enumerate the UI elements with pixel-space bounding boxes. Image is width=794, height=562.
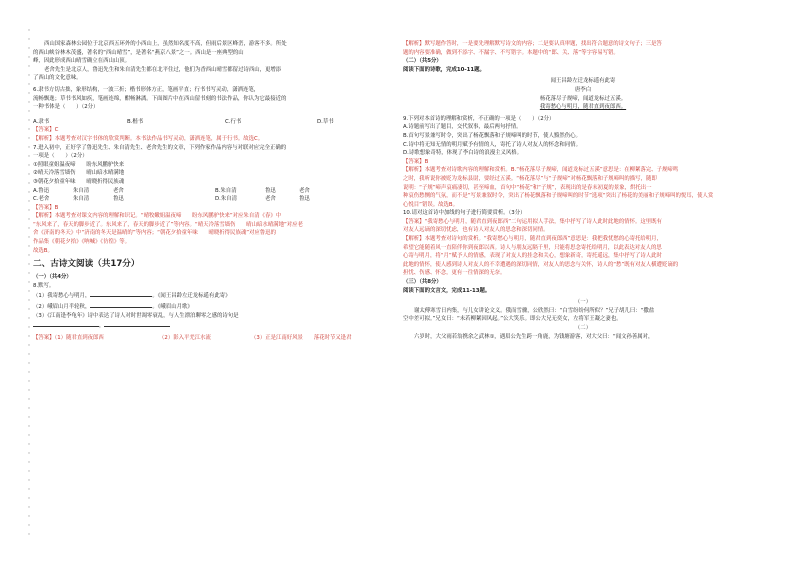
margin-dot xyxy=(28,335,29,336)
option-item: 鲁迅 xyxy=(113,196,124,203)
margin-dot xyxy=(28,398,29,399)
couplet-line: ③朝花夕拾童年味 晴晓折得民族魂 xyxy=(33,178,125,185)
answer-blank[interactable] xyxy=(104,320,170,327)
analysis-text: 种哀伤愁恻的气氛，而不是“写景兼叙时令，突出了杨花飘落和子规啼叫的时节”选项“突出了杨花的美丽和子规啼叫的悦耳，使人赏 xyxy=(403,193,714,200)
margin-dot xyxy=(28,254,29,255)
underlined-verse: 我寄愁心与明月，随君直到夜郎西。 xyxy=(539,104,627,111)
margin-dot xyxy=(28,515,29,516)
analysis-text: 题的内容要准确，做到不添字、不漏字、不写错字。本题中的“郎、关、落”等字容易写错。 xyxy=(403,49,619,56)
margin-dot xyxy=(28,218,29,219)
answer-text: （2）影入平羌江水流 xyxy=(159,334,211,341)
analysis-text: 【解析】默写题作答时，一是要先理解默写诗文的内容；二是要认真审题，找出符合题意的诗文句子；三是答 xyxy=(403,41,662,47)
margin-dot xyxy=(28,29,29,30)
margin-dot xyxy=(28,380,29,381)
analysis-text: “东风来了，春天的脚步近了。东风来了，春天的脚步近了”等内容。“晴天冷落雪墙伤 晴山暗水晴满地”对应老 xyxy=(33,221,303,228)
analysis-text: 心悦目”错误。故选B。 xyxy=(403,201,459,208)
passage-line: 老舍先生是北京人，鲁迅先生和朱自清先生都在北平住过，他们为香西山晴雪都留过诗西山，更增添 xyxy=(44,66,282,73)
section-2-heading: 二、古诗文阅读（共17分） xyxy=(33,259,140,270)
part-label: （三）（共8分） xyxy=(403,279,442,286)
answer-text: 【答案】“我寄愁心与明月，随君直到夜郎西”二句运用拟人手法，集中抒写了诗人此时此地的情怀。这里既有 xyxy=(403,218,662,225)
question-8 xyxy=(33,282,385,343)
option-d[interactable]: D.朱自清 xyxy=(215,196,238,203)
margin-dot xyxy=(28,137,29,138)
question-text: 流畅飘逸；草书书风如疾，笔画连绵，酣畅淋漓。下面图片中在西山留书刻的书法作品，你认为它最接近的 xyxy=(33,95,287,102)
dictation-separator: ， xyxy=(99,323,105,330)
analysis-text: 担忧、伤感、怀念，更有一往情深的无奈。 xyxy=(403,270,506,277)
option-c[interactable]: C.行书 xyxy=(225,118,242,125)
margin-dot xyxy=(28,416,29,417)
margin-dot xyxy=(28,344,29,345)
prose-line: 六岁时，大父雨若翁携余之武林①，遇眉公先生跨一角鹿，为钱塘游客，对大父曰：“闻文孙善属对， xyxy=(414,333,654,340)
option-d[interactable]: D.草书 xyxy=(317,118,334,125)
option-b[interactable]: B.首句写景兼写时令，突出了杨花飘落和子规啼叫的时节，使人黯然伤心。 xyxy=(403,132,581,139)
margin-dot xyxy=(28,101,29,102)
margin-dot xyxy=(28,56,29,57)
option-item: 老舍 xyxy=(265,196,276,203)
couplet-line: ②晴天冷落雪墙伤 晴山暗水晴满地 xyxy=(33,170,125,177)
question-6-options xyxy=(33,118,385,127)
option-item: 鲁迅 xyxy=(299,196,310,203)
answer-label: 【答案】C xyxy=(33,127,59,134)
margin-dot xyxy=(28,470,29,471)
margin-dot xyxy=(28,362,29,363)
dictation-prompt: （1）我寄愁心与明月， xyxy=(33,293,91,300)
question-text: 一项是（ ）（2分） xyxy=(33,153,88,160)
margin-dot xyxy=(28,110,29,111)
couplet-line: ①照眼童姐温夜啼 盼东风鹏驴快来 xyxy=(33,161,125,168)
question-8-answer xyxy=(33,334,385,343)
margin-dot xyxy=(28,92,29,93)
margin-dot xyxy=(28,371,29,372)
margin-dot xyxy=(28,524,29,525)
margin-dot xyxy=(28,146,29,147)
margin-dot xyxy=(28,128,29,129)
margin-dot xyxy=(28,461,29,462)
option-a[interactable]: A.隶书 xyxy=(33,118,50,125)
margin-dot xyxy=(28,389,29,390)
analysis-text: 【解析】本题考查对诗句的赏析。“我寄愁心与明月，随君直到夜郎西”意思是：我把我忧愁的心寄托给明月， xyxy=(403,236,662,243)
margin-dot xyxy=(28,407,29,408)
poem xyxy=(403,77,763,111)
dictation-item xyxy=(33,290,385,301)
analysis-text: 【解析】本题考查对诗歌内容的理解和赏析。B.“杨花落尽子规啼，闻道龙标过五溪”意思是：在柳絮落完、子规啼鸣 xyxy=(403,167,679,174)
margin-dot xyxy=(28,488,29,489)
dictation-analysis xyxy=(403,40,763,57)
margin-dot xyxy=(28,173,29,174)
part-label: （一）（共4分） xyxy=(33,274,72,281)
analysis-text: 此地的情怀，使人感到诗人对友人的不幸遭遇的深切同情，对友人的思念与关怀，诗人的“愁”既有对友人横遭贬谪的 xyxy=(403,261,679,268)
margin-dot xyxy=(28,281,29,282)
analysis-text: 之时，我听说你被贬为龙标县尉，要经过五溪。“杨花落尽”与“子规啼”对杨花飘落和子规啼叫的描写，随即 xyxy=(403,175,657,182)
option-c[interactable]: C.诗中将无知无情的明月赋予有情的人，寄托了诗人对友人的怀念和同情。 xyxy=(403,141,581,148)
question-text: 10.请对这首诗中加线的句子进行简要赏析。（3分） xyxy=(403,210,526,217)
margin-dot xyxy=(28,47,29,48)
margin-dot xyxy=(28,227,29,228)
question-text: 6.隶书方切古拙，象形结构，一波三折；楷书形体方正，笔画平直；行书书写灵动，潇洒连笔， xyxy=(33,86,260,93)
margin-dot xyxy=(28,263,29,264)
left-column xyxy=(33,40,385,342)
question-9 xyxy=(403,115,763,210)
margin-dot xyxy=(28,317,29,318)
answer-blank[interactable] xyxy=(33,320,99,327)
margin-dot xyxy=(28,299,29,300)
margin-dot xyxy=(28,191,29,192)
option-c[interactable]: C.老舍 xyxy=(33,196,50,203)
reading-passage xyxy=(33,40,385,83)
analysis-text: 舍《济南的冬天》中“济南的冬天是温晴的”等内容；“朝花夕拾童年味 晴晓折得民族魂”对应鲁迅的 xyxy=(33,230,276,237)
margin-dot xyxy=(28,479,29,480)
passage-line: 西山国家森林公园位于北京西五环外的小西山上，虽然知名度不高，但雨后景区峰峦，游客不多。所处 xyxy=(44,41,287,47)
passage-line: 峰，因此形成西山晴雪确立在西山山顶。 xyxy=(33,58,131,65)
analysis-text: 【解析】本题考查对课文内容的理解和识记。“晴牧嫩姐温夜啼 盼东风鹏驴快来”对应朱自清《春》中 xyxy=(33,213,282,220)
margin-dot xyxy=(28,155,29,156)
margin-dot xyxy=(28,272,29,273)
answer-text: 【答案】（1）随君直到夜郎西 xyxy=(33,334,104,341)
poem-author: 唐李白 xyxy=(574,86,592,93)
answer-text: 对友人远谪的深切忧虑，也有诗人对友人的思念和深切同情。 xyxy=(403,227,549,234)
analysis-text: 【解析】本题考查对汉字书体的欣赏判断。本书法作品书写灵动，潇洒连笔，属于行书。故选C。 xyxy=(33,135,264,142)
prose-subheading: （二） xyxy=(574,325,592,331)
poem-title: 闻王昌龄左迁龙标遥有此寄 xyxy=(550,78,616,85)
margin-dot xyxy=(28,38,29,39)
option-a[interactable]: A.鲁迅 xyxy=(33,187,50,194)
reading-instruction: 阅读下面的文言文，完成11-13题。 xyxy=(403,287,491,294)
question-6 xyxy=(33,86,385,144)
question-text: 7.进入初中，正好学了鲁迅先生、朱自清先生、老舍先生的文章，下列作家作品内容与对联对应完全正确的 xyxy=(33,144,287,151)
dictation-item xyxy=(33,301,385,312)
option-item: 朱自清 xyxy=(73,187,90,194)
answer-text: （3）正是江南好风景 落花时节又逢君 xyxy=(251,334,352,341)
poem-line: 杨花落尽子规啼，闻道龙标过五溪。 xyxy=(539,95,627,102)
margin-dot xyxy=(28,164,29,165)
margin-dot xyxy=(28,533,29,534)
margin-dot xyxy=(28,326,29,327)
margin-dot xyxy=(28,425,29,426)
question-7-options-row-1 xyxy=(33,187,385,196)
dictation-source: 。《峨眉山月歌》 xyxy=(152,304,193,311)
margin-dot xyxy=(28,209,29,210)
margin-dot xyxy=(28,290,29,291)
answer-blank[interactable] xyxy=(90,301,152,308)
question-10 xyxy=(403,209,763,278)
margin-dot xyxy=(28,434,29,435)
margin-dot xyxy=(28,506,29,507)
question-7 xyxy=(33,144,385,256)
margin-dot xyxy=(28,182,29,183)
question-text: 9.下列对本首诗的理解和赏析，不正确的一项是（ ）（2分） xyxy=(403,115,555,122)
part-label: （二）（共5分） xyxy=(403,58,442,65)
option-b[interactable]: B.楷书 xyxy=(127,118,144,125)
margin-dot xyxy=(28,353,29,354)
dictation-source: 。《闻王昌龄左迁龙标遥有此寄》 xyxy=(152,293,231,300)
reading-instruction: 阅读下面的诗歌，完成10-11题。 xyxy=(403,66,485,73)
analysis-text: 说明：“子规”啼声哀痛凄切，甚至啼血，首句中“杨花”和“子规”，表现出的是春末初夏的景象，烘托出一 xyxy=(403,184,652,191)
option-d[interactable]: D.诗歌想象奇特，体现了李白诗的浪漫主义风格。 xyxy=(403,150,523,157)
option-a[interactable]: A.诗题前写出了题目，交代叙事，最后两句抒情。 xyxy=(403,124,522,131)
passage-line: 了西山的文化意味。 xyxy=(33,75,82,82)
option-item: 老舍 xyxy=(299,187,310,194)
margin-dot xyxy=(28,443,29,444)
binding-margin-dots xyxy=(28,0,30,562)
answer-label: 【答案】B xyxy=(33,204,59,211)
margin-dot xyxy=(28,497,29,498)
margin-dot xyxy=(28,200,29,201)
margin-dot xyxy=(28,308,29,309)
margin-dot xyxy=(28,65,29,66)
analysis-text: 希望它能随着风一直陪伴你到夜郎以西。诗人与朋友远隔千里，只能将思念寄托给明月，以此表达对友人的思 xyxy=(403,244,662,251)
analysis-text: 作品集《朝花夕拾》《呐喊》《彷徨》等。 xyxy=(33,239,131,246)
question-text: 一种书体是（ ）（2分） xyxy=(33,104,99,111)
margin-dot xyxy=(28,245,29,246)
margin-dot xyxy=(28,83,29,84)
analysis-text: 心寄与明月，将“月”赋予人的情感，表现了对友人的挂念和关心，想象新奇，寄托遥远，集中抒写了诗人此时 xyxy=(403,253,662,260)
option-item: 朱自清 xyxy=(73,196,90,203)
margin-dot xyxy=(28,74,29,75)
question-text: 8.默写。 xyxy=(33,282,55,289)
dictation-prompt: （2）峨眉山月半轮秋， xyxy=(33,304,91,311)
prose-line: 空中差可拟。”兄女曰：“未若柳絮因风起。”公大笑乐。即公大兄无奕女，左将军王凝之妻也。 xyxy=(403,316,622,323)
passage-line: 的西山峡谷林木茂盛，著名的“西山晴雪”，是著名“燕京八景”之一。西山是一座典型的山 xyxy=(33,49,244,56)
prose-line: 谢太傅寒雪日内集，与儿女讲论文义。俄而雪骤，公欣然曰：“白雪纷纷何所似？”兄子胡儿曰：“撒盐 xyxy=(414,307,655,314)
prose-subheading: （一） xyxy=(574,299,592,306)
answer-label: 【答案】B xyxy=(403,158,429,165)
classical-prose xyxy=(403,298,763,341)
option-item: 鲁迅 xyxy=(265,187,276,194)
dictation-item xyxy=(33,320,385,331)
margin-dot xyxy=(28,119,29,120)
option-item: 老舍 xyxy=(113,187,124,194)
right-column xyxy=(403,40,763,341)
poem-line-underlined xyxy=(403,103,763,112)
option-b[interactable]: B.朱自清 xyxy=(215,187,237,194)
question-7-options-row-2 xyxy=(33,195,385,204)
margin-dot xyxy=(28,452,29,453)
analysis-text: 故选B。 xyxy=(33,247,53,254)
answer-blank[interactable] xyxy=(90,290,152,297)
dictation-item: （3）《江南逢李龟年》诗中表达了诗人对时世凋零衰乱，与人生漂泊聊零之感的诗句是 xyxy=(33,312,239,319)
margin-dot xyxy=(28,236,29,237)
